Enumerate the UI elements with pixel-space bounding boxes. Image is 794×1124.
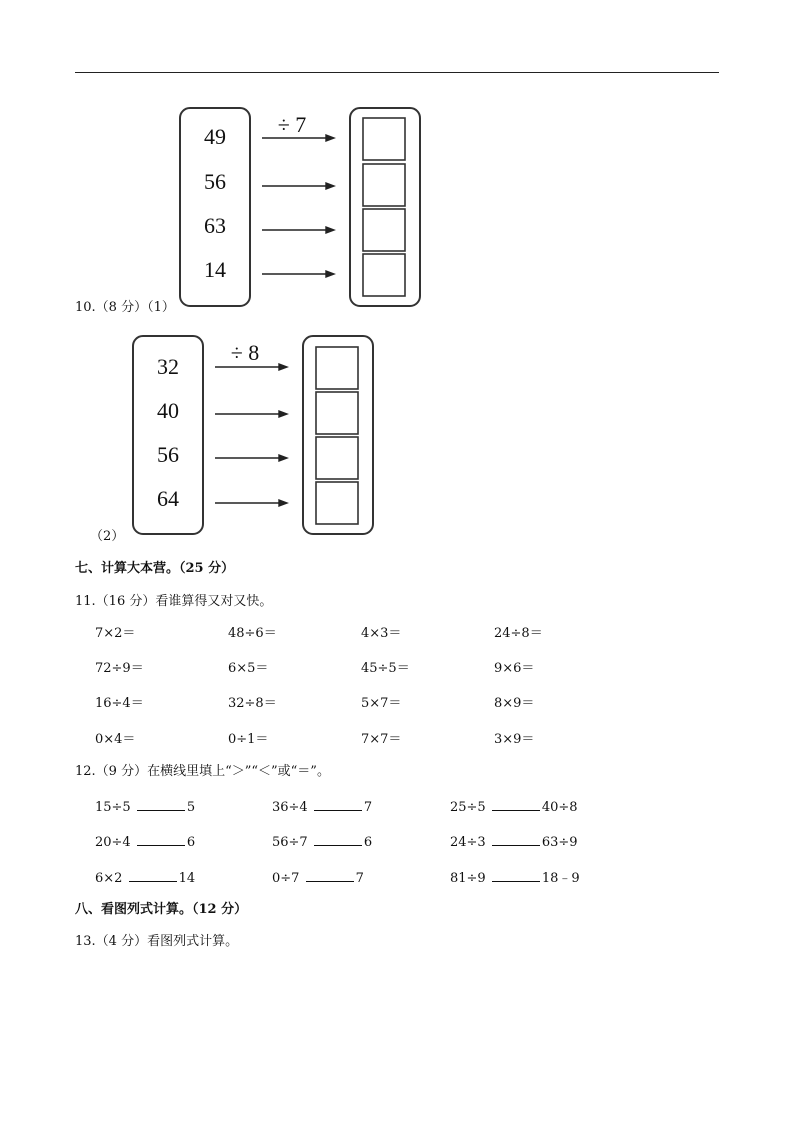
calc-item: 6×5＝ bbox=[228, 661, 269, 676]
compare-item: 56÷7 6 bbox=[272, 835, 373, 850]
calc-item: 8×9＝ bbox=[494, 696, 535, 711]
compare-item: 6×2 14 bbox=[95, 871, 196, 886]
q11-label: 11.（16 分）看谁算得又对又快。 bbox=[75, 594, 273, 609]
calc-item: 9×6＝ bbox=[494, 661, 535, 676]
answer-blank[interactable] bbox=[129, 869, 177, 882]
diagram2-number: 32 bbox=[157, 354, 179, 379]
compare-item: 15÷5 5 bbox=[95, 800, 196, 815]
calc-item: 24÷8＝ bbox=[494, 626, 543, 641]
diagram2-number: 56 bbox=[157, 442, 179, 467]
compare-item: 36÷4 7 bbox=[272, 800, 373, 815]
diagram2-operator: ÷ 8 bbox=[230, 340, 260, 365]
calc-item: 4×3＝ bbox=[361, 626, 402, 641]
problem10-label: 10.（8 分）（1） bbox=[75, 300, 175, 315]
answer-box[interactable] bbox=[363, 209, 405, 251]
answer-blank[interactable] bbox=[314, 798, 362, 811]
calc-item: 0÷1＝ bbox=[228, 732, 269, 747]
compare-item: 20÷4 6 bbox=[95, 835, 196, 850]
answer-blank[interactable] bbox=[492, 833, 540, 846]
calc-item: 3×9＝ bbox=[494, 732, 535, 747]
compare-item: 0÷7 7 bbox=[272, 871, 364, 886]
calc-item: 7×2＝ bbox=[95, 626, 136, 641]
answer-blank[interactable] bbox=[492, 869, 540, 882]
diagram1-operator: ÷ 7 bbox=[277, 112, 307, 137]
calc-item: 48÷6＝ bbox=[228, 626, 277, 641]
compare-item: 24÷3 63÷9 bbox=[450, 835, 578, 850]
answer-box[interactable] bbox=[316, 347, 358, 389]
compare-item: 81÷9 18﹣9 bbox=[450, 871, 580, 886]
q13-label: 13.（4 分）看图列式计算。 bbox=[75, 934, 239, 949]
calc-item: 16÷4＝ bbox=[95, 696, 144, 711]
problem10-part2-label: （2） bbox=[90, 529, 125, 544]
answer-blank[interactable] bbox=[137, 798, 185, 811]
answer-blank[interactable] bbox=[137, 833, 185, 846]
section8-heading: 八、看图列式计算。（12 分） bbox=[75, 902, 248, 917]
diagram1-number: 14 bbox=[204, 257, 226, 282]
compare-item: 25÷5 40÷8 bbox=[450, 800, 578, 815]
answer-box[interactable] bbox=[363, 254, 405, 296]
calc-item: 0×4＝ bbox=[95, 732, 136, 747]
calc-item: 32÷8＝ bbox=[228, 696, 277, 711]
answer-box[interactable] bbox=[316, 482, 358, 524]
diagram1-number: 49 bbox=[204, 124, 226, 149]
answer-box[interactable] bbox=[316, 392, 358, 434]
calc-item: 72÷9＝ bbox=[95, 661, 144, 676]
calc-item: 7×7＝ bbox=[361, 732, 402, 747]
answer-blank[interactable] bbox=[314, 833, 362, 846]
q12-label: 12.（9 分）在横线里填上“＞”“＜”或“＝”。 bbox=[75, 764, 330, 779]
calc-item: 45÷5＝ bbox=[361, 661, 410, 676]
answer-blank[interactable] bbox=[492, 798, 540, 811]
answer-box[interactable] bbox=[316, 437, 358, 479]
division-diagram-1 bbox=[170, 100, 430, 310]
section7-heading: 七、计算大本营。（25 分） bbox=[75, 561, 235, 576]
header-rule bbox=[75, 72, 719, 73]
diagram1-number: 56 bbox=[204, 169, 226, 194]
calc-item: 5×7＝ bbox=[361, 696, 402, 711]
answer-box[interactable] bbox=[363, 164, 405, 206]
diagram2-number: 64 bbox=[157, 486, 179, 511]
division-diagram-2 bbox=[123, 328, 383, 538]
diagram1-number: 63 bbox=[204, 213, 226, 238]
answer-blank[interactable] bbox=[306, 869, 354, 882]
diagram2-number: 40 bbox=[157, 398, 179, 423]
answer-box[interactable] bbox=[363, 118, 405, 160]
